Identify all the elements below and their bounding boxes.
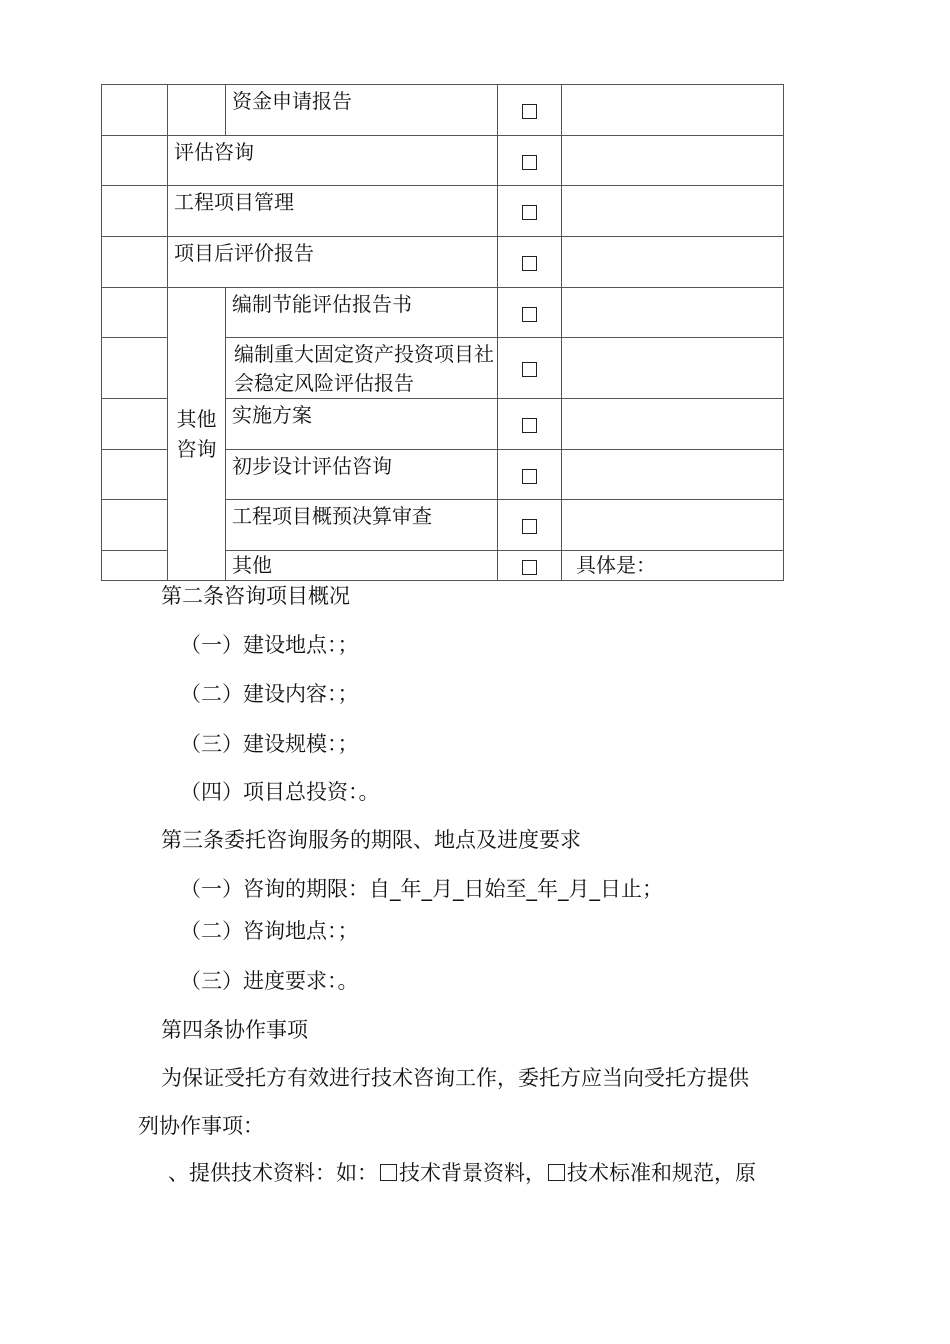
article-4-item [168, 1157, 756, 1187]
table-cell-blank [562, 450, 784, 500]
article-2-item: （三）建设规模：； [180, 732, 359, 756]
article-3-item: （一）咨询的期限：自_年_月_日始至_年_月_日止； [180, 877, 663, 901]
table-cell-blank [562, 136, 784, 186]
table-row [102, 85, 784, 136]
table-row [102, 237, 784, 288]
table-row [102, 288, 784, 338]
checkbox[interactable] [522, 519, 537, 534]
article-2-item: （二）建设内容：； [180, 682, 359, 706]
table-cell-blank [562, 500, 784, 551]
checkbox-cell [498, 237, 562, 288]
table-cell-blank [102, 338, 168, 399]
table-cell-blank [102, 186, 168, 237]
table-cell-blank [562, 399, 784, 450]
article-4-paragraph: 列协作事项： [138, 1114, 264, 1138]
checkbox-cell [498, 551, 562, 581]
checkbox[interactable] [522, 560, 537, 575]
checkbox-cell [498, 288, 562, 338]
item-label: 工程项目管理 [168, 186, 498, 237]
checkbox[interactable] [522, 469, 537, 484]
checkbox[interactable] [522, 362, 537, 377]
option-label: 技术标准和规范，原 [567, 1161, 756, 1185]
item-label: 编制重大固定资产投资项目社会稳定风险评估报告 [226, 338, 498, 399]
article-4-paragraph: 为保证受托方有效进行技术咨询工作，委托方应当向受托方提供 [161, 1066, 749, 1090]
table-cell-blank [562, 237, 784, 288]
table-cell-blank [562, 338, 784, 399]
checkbox[interactable] [522, 307, 537, 322]
checkbox[interactable] [522, 256, 537, 271]
item-label: 初步设计评估咨询 [226, 450, 498, 500]
table-cell-blank [102, 237, 168, 288]
table-cell-blank [102, 288, 168, 338]
item-label: 实施方案 [226, 399, 498, 450]
table-cell-blank [168, 85, 226, 136]
item-label: 项目后评价报告 [168, 237, 498, 288]
article-3-item: （三）进度要求：。 [180, 969, 359, 993]
checkbox-cell [498, 186, 562, 237]
table-cell-blank [102, 136, 168, 186]
article-2-item: （四）项目总投资：。 [180, 780, 380, 804]
checkbox[interactable] [380, 1164, 397, 1181]
table-cell-blank [102, 551, 168, 581]
table-cell-blank [102, 500, 168, 551]
checkbox[interactable] [548, 1164, 565, 1181]
article-3-title: 第三条委托咨询服务的期限、地点及进度要求 [161, 828, 581, 852]
table-cell-blank [562, 186, 784, 237]
table-row [102, 136, 784, 186]
other-specify-label: 具体是： [562, 551, 784, 581]
item-prefix: 、提供技术资料：如： [168, 1161, 378, 1185]
table-row [102, 186, 784, 237]
article-4-title: 第四条协作事项 [161, 1018, 308, 1042]
checkbox-cell [498, 450, 562, 500]
item-label: 其他 [226, 551, 498, 581]
checkbox-cell [498, 85, 562, 136]
option-label: 技术背景资料， [399, 1161, 546, 1185]
table-cell-blank [562, 288, 784, 338]
table-cell-blank [562, 85, 784, 136]
article-2-item: （一）建设地点：； [180, 633, 359, 657]
checkbox-cell [498, 500, 562, 551]
checkbox-cell [498, 338, 562, 399]
item-label: 评估咨询 [168, 136, 498, 186]
table-cell-blank [102, 450, 168, 500]
table-cell-blank [102, 85, 168, 136]
article-3-item: （二）咨询地点：； [180, 919, 359, 943]
table-cell-blank [102, 399, 168, 450]
item-label: 工程项目概预决算审查 [226, 500, 498, 551]
checkbox-cell [498, 399, 562, 450]
group-label-other-consulting: 其他咨询 [168, 288, 226, 581]
item-label: 资金申请报告 [226, 85, 498, 136]
consulting-type-table [101, 84, 784, 581]
checkbox[interactable] [522, 104, 537, 119]
checkbox-cell [498, 136, 562, 186]
article-2-title: 第二条咨询项目概况 [161, 584, 350, 608]
checkbox[interactable] [522, 155, 537, 170]
checkbox[interactable] [522, 205, 537, 220]
item-label: 编制节能评估报告书 [226, 288, 498, 338]
checkbox[interactable] [522, 418, 537, 433]
